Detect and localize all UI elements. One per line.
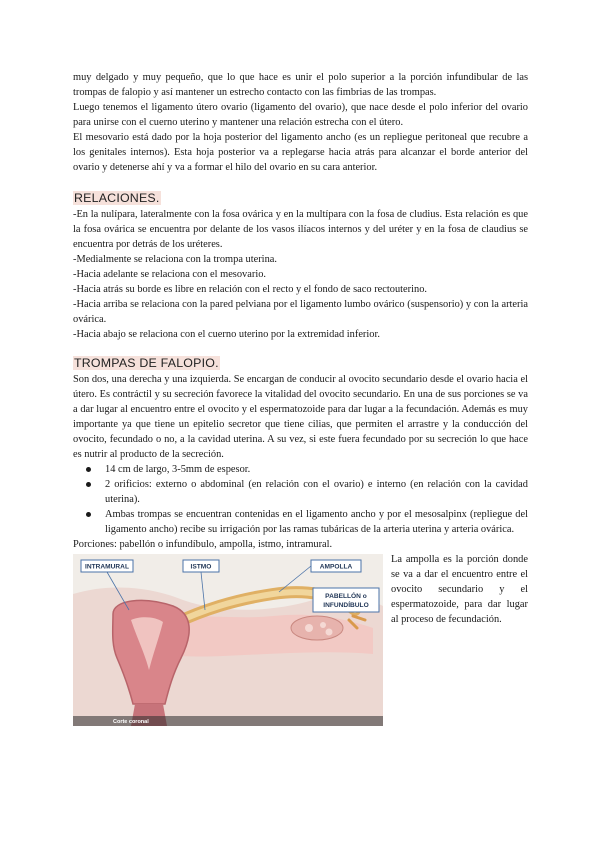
intro-paragraph-1: muy delgado y muy pequeño, que lo que hace es unir el polo superior a la porción infundibular de las trompas de falopio y así mantener un estrecho contacto con las fimbrias de las trompas.	[73, 72, 528, 98]
document-page	[73, 70, 528, 732]
relaciones-item-6: -Hacia abajo se relaciona con el cuerno uterino por la extremidad inferior.	[73, 329, 380, 340]
follicle	[320, 622, 326, 628]
relaciones-item-5: -Hacia arriba se relaciona con la pared pelviana por el ligamento lumbo ovárico (suspensorio) y con la arteria ovárica.	[73, 299, 528, 325]
bullet-text: 14 cm de largo, 3-5mm de espesor.	[105, 464, 251, 475]
intro-paragraph-2: Luego tenemos el ligamento útero ovario (ligamento del ovario), que nace desde el polo inferior del ovario para unirse con el cuerno uterino y mantener una relación estrecha con el útero.	[73, 102, 528, 128]
figure-row	[73, 552, 528, 732]
bullet-dot-icon	[86, 512, 91, 517]
trompas-paragraph: Son dos, una derecha y una izquierda. Se encargan de conducir al ovocito secundario desde el ovario hacia el útero. Es contráctil y su secreción favorece la vitalidad del ovocito secundario. En una de sus porciones se va a dar lugar al encuentro entre el ovocito y el espermatozoide para dar lugar a la fecundación. Además es muy importante ya que tiene un epitelio secretor que tiene cilias, que permiten el arrastre y la conducción del ovocito, fecundado o no, a la cavidad uterina. A su vez, si este fuera fecundado por su secreción lo que hace es nutrir al producto de la secreción.	[73, 374, 528, 460]
label-pabellon-line2: INFUNDÍBULO	[323, 602, 369, 609]
follicle	[305, 624, 313, 632]
ovary	[291, 616, 343, 640]
relaciones-item-3: -Hacia adelante se relaciona con el mesovario.	[73, 269, 266, 280]
relaciones-item-4: -Hacia atrás su borde es libre en relación con el recto y el fondo de saco rectouterino.	[73, 284, 427, 295]
ampolla-note: La ampolla es la porción donde se va a dar el encuentro entre el ovocito secundario y el espermatozoide, para dar lugar al proceso de fecundación.	[391, 554, 528, 625]
bullet-item	[105, 477, 528, 507]
bullet-text: 2 orificios: externo o abdominal (en relación con el ovario) e interno (en relación con la cavidad uterina).	[105, 479, 528, 505]
relaciones-item-1: -En la nulípara, lateralmente con la fosa ovárica y en la multípara con la fosa de cludius. Esta relación es que la fosa ovárica se encuentra por delante de los vasos ilíacos internos y del uréter y en la fosa de claudius se encuentra por detrás de los uréteres.	[73, 209, 528, 250]
bullet-text: Ambas trompas se encuentran contenidas en el ligamento ancho y por el mesosalpinx (repliegue del ligamento ancho) recibe su irrigación por las ramas tubáricas de la arteria uterina y arteria ovárica.	[105, 509, 528, 535]
section-heading-relaciones: RELACIONES.	[74, 191, 160, 205]
bullet-dot-icon	[86, 467, 91, 472]
intro-paragraph-3: El mesovario está dado por la hoja posterior del ligamento ancho (es un repliegue peritoneal que recubre a los genitales internos). Esta hoja posterior va a replegarse hacia atrás para alcanzar el borde anterior del ovario y detenerse ahí y va a formar el hilo del ovario en su cara anterior.	[73, 132, 528, 173]
label-intramural: INTRAMURAL	[85, 563, 129, 571]
follicle	[326, 629, 333, 636]
bullet-item	[105, 462, 528, 477]
figure-caption: Corte coronal	[113, 719, 149, 725]
relaciones-item-2: -Medialmente se relaciona con la trompa uterina.	[73, 254, 277, 265]
bullet-dot-icon	[86, 482, 91, 487]
label-ampolla: AMPOLLA	[319, 563, 353, 571]
figure-side-note	[391, 552, 528, 627]
label-pabellon-line1: PABELLÓN o	[325, 593, 367, 600]
porciones-line: Porciones: pabellón o infundíbulo, ampolla, istmo, intramural.	[73, 539, 333, 550]
section-heading-trompas: TROMPAS DE FALOPIO.	[74, 356, 219, 370]
trompas-bullet-list	[73, 462, 528, 537]
fallopian-tube-illustration	[73, 554, 383, 726]
bullet-item	[105, 507, 528, 537]
label-istmo: ISTMO	[190, 563, 212, 571]
